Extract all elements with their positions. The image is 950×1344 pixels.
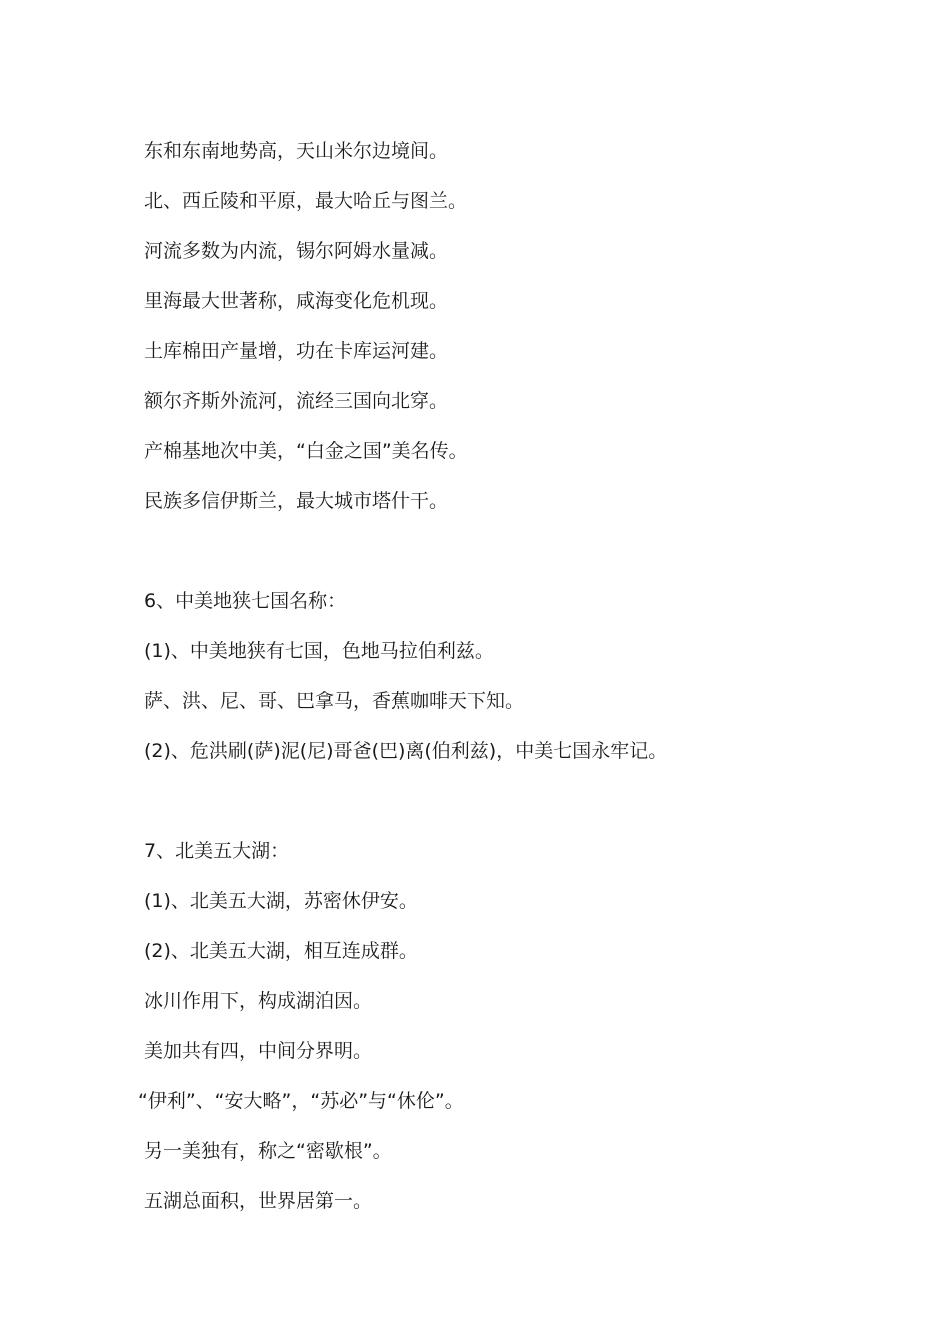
verse-line: 东和东南地势高，天山米尔边境间。 [144,140,449,162]
verse-line: (2)、危洪刷(萨)泥(尼)哥爸(巴)离(伯利兹)，中美七国永牢记。 [144,740,668,762]
verse-line: (1)、中美地狭有七国，色地马拉伯利兹。 [144,640,494,662]
verse-line: 萨、洪、尼、哥、巴拿马，香蕉咖啡天下知。 [144,690,525,712]
verse-line: 冰川作用下，构成湖泊因。 [144,990,373,1012]
verse-line: 土库棉田产量增，功在卡库运河建。 [144,340,449,362]
section-heading: 7、北美五大湖： [144,840,290,862]
verse-line: (2)、北美五大湖，相互连成群。 [144,940,418,962]
verse-line: “伊利”、“安大略”，“苏必”与“休伦”。 [138,1090,464,1112]
section-spacer [144,786,904,836]
verse-line: 河流多数为内流，锡尔阿姆水量减。 [144,240,449,262]
verse-line: 北、西丘陵和平原，最大哈丘与图兰。 [144,190,468,212]
verse-line: 另一美独有，称之“密歇根”。 [144,1140,392,1162]
verse-line: 产棉基地次中美，“白金之国”美名传。 [144,440,468,462]
verse-line: 额尔齐斯外流河，流经三国向北穿。 [144,390,449,412]
section-heading: 6、中美地狭七国名称： [144,590,347,612]
section-spacer [144,536,904,586]
verse-line: 民族多信伊斯兰，最大城市塔什干。 [144,490,449,512]
verse-line: 美加共有四，中间分界明。 [144,1040,373,1062]
verse-line: (1)、北美五大湖，苏密休伊安。 [144,890,418,912]
verse-line: 五湖总面积，世界居第一。 [144,1190,373,1212]
document-body [138,136,904,1236]
verse-line: 里海最大世著称，咸海变化危机现。 [144,290,449,312]
